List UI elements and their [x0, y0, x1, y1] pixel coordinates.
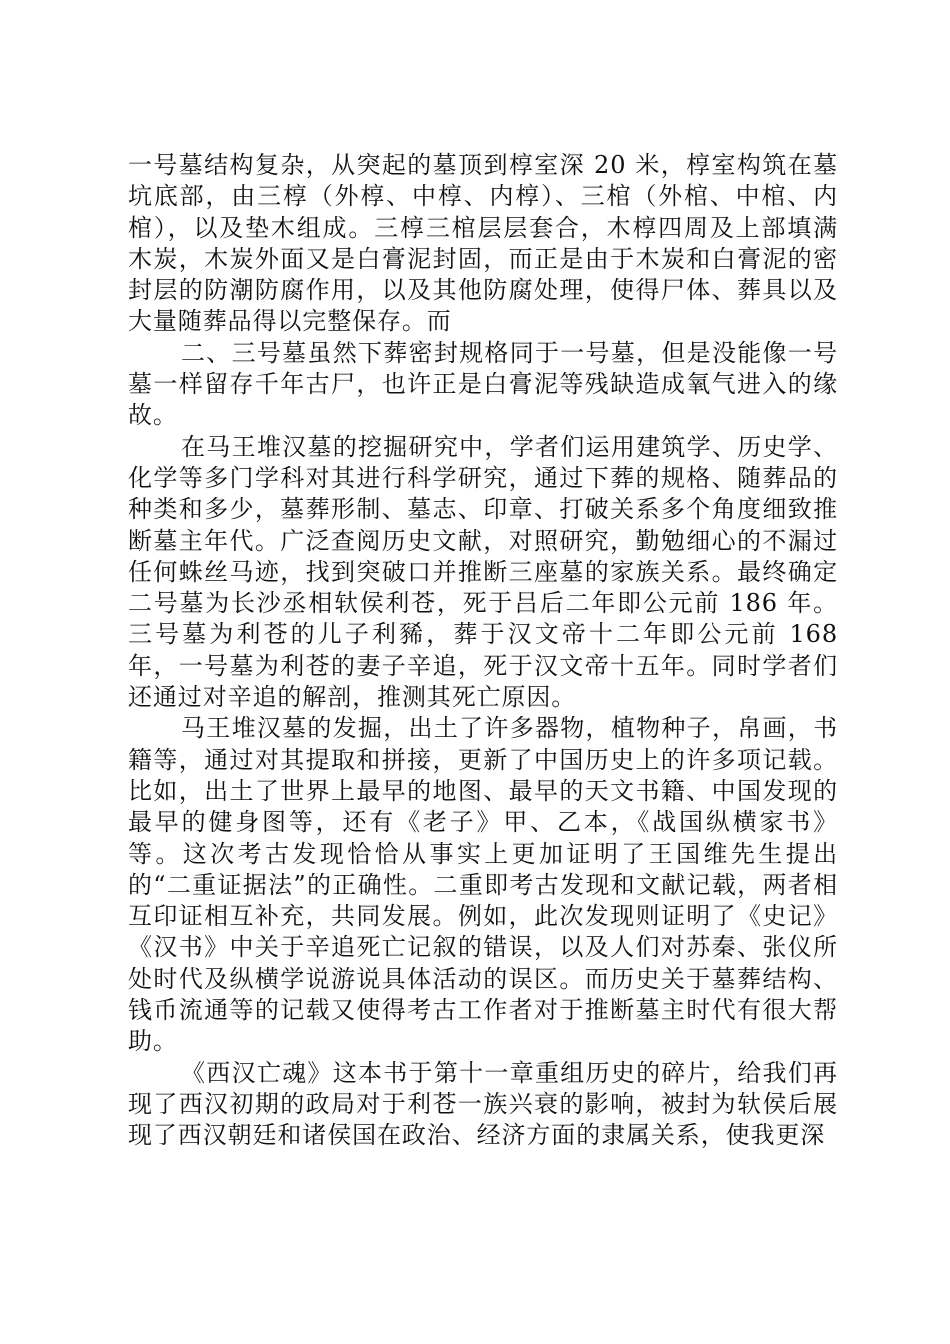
- paragraph-tomb-one-structure: 一号墓结构复杂，从突起的墓顶到椁室深 20 米，椁室构筑在墓坑底部，由三椁（外椁、中椁、内椁）、三棺（外棺、中棺、内棺），以及垫木组成。三椁三棺层层套合，木椁四周及上部填满木炭，木炭外面又是白膏泥封固，而正是由于木炭和白膏泥的密封层的防潮防腐作用，以及其他防腐处理，使得尸体、葬具以及大量随葬品得以完整保存。而: [128, 151, 838, 336]
- document-body: [128, 150, 838, 1152]
- paragraph-book-reflection: 《西汉亡魂》这本书于第十一章重组历史的碎片，给我们再现了西汉初期的政局对于利苍一族兴衰的影响，被封为轪侯后展现了西汉朝廷和诸侯国在政治、经济方面的隶属关系，使我更深: [128, 1058, 838, 1150]
- paragraph-research-methods: 在马王堆汉墓的挖掘研究中，学者们运用建筑学、历史学、化学等多门学科对其进行科学研究，通过下葬的规格、随葬品的种类和多少，墓葬形制、墓志、印章、打破关系多个角度细致推断墓主年代。广泛查阅历史文献，对照研究，勤勉细心的不漏过任何蛛丝马迹，找到突破口并推断三座墓的家族关系。最终确定二号墓为长沙丞相轪侯利苍，死于吕后二年即公元前 186 年。三号墓为利苍的儿子利豨，葬于汉文帝十二年即公元前 168 年，一号墓为利苍的妻子辛追，死于汉文帝十五年。同时学者们还通过对辛追的解剖，推测其死亡原因。: [128, 432, 838, 712]
- paragraph-excavation-findings: 马王堆汉墓的发掘，出土了许多器物，植物种子，帛画，书籍等，通过对其提取和拼接，更新了中国历史上的许多项记载。比如，出土了世界上最早的地图、最早的天文书籍、中国发现的最早的健身图等，还有《老子》甲、乙本，《战国纵横家书》等。这次考古发现恰恰从事实上更加证明了王国维先生提出的“二重证据法”的正确性。二重即考古发现和文献记载，两者相互印证相互补充，共同发展。例如，此次发现则证明了《史记》《汉书》中关于辛追死亡记叙的错误，以及人们对苏秦、张仪所处时代及纵横学说游说具体活动的误区。而历史关于墓葬结构、钱币流通等的记载又使得考古工作者对于推断墓主时代有很大帮助。: [128, 714, 838, 1056]
- paragraph-tombs-two-three: 二、三号墓虽然下葬密封规格同于一号墓，但是没能像一号墓一样留存千年古尸，也许正是白膏泥等残缺造成氧气进入的缘故。: [128, 338, 838, 430]
